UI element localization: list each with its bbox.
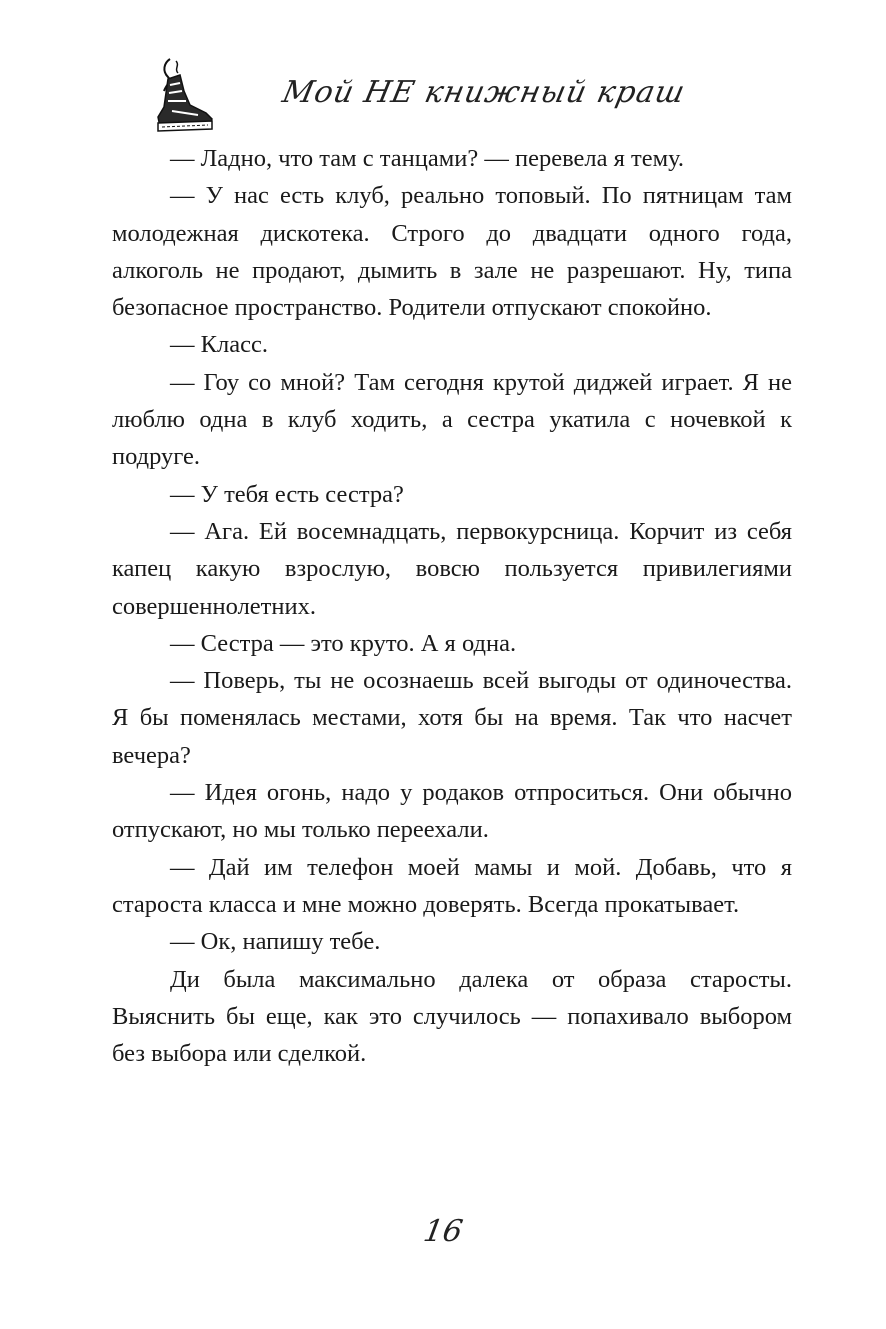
paragraph: — Гоу со мной? Там сегодня крутой диджей играет. Я не люблю одна в клуб ходить, а сестра укатила с ночевкой к подруге.: [112, 368, 792, 471]
paragraph: — Дай им телефон моей мамы и мой. Добавь, что я староста класса и мне можно доверять. Всегда прокатывает.: [112, 853, 792, 918]
paragraph: Ди была максимально далека от образа старосты. Выяснить бы еще, как это случилось — попахивало выбором без выбора или сделкой.: [112, 965, 792, 1068]
paragraph: — Ок, напишу тебе.: [170, 928, 381, 956]
page-number: 16: [420, 1214, 466, 1249]
paragraph: — Ладно, что там с танцами? — перевела я тему.: [170, 145, 685, 172]
paragraph: — У тебя есть сестра?: [170, 480, 404, 508]
paragraph: — Идея огонь, надо у родаков отпроситься. Они обычно отпускают, но мы только переехали.: [112, 779, 792, 844]
paragraph: — Поверь, ты не осознаешь всей выгоды от одиночества. Я бы поменялась местами, хотя бы на время. Так что насчет вечера?: [112, 667, 792, 769]
paragraph: — Ага. Ей восемнадцать, первокурсница. Корчит из себя капец какую взрослую, вовсю пользуется привилегиями совершеннолетних.: [112, 517, 792, 620]
body-text: [112, 140, 792, 1072]
paragraph: — У нас есть клуб, реально топовый. По пятницам там молодежная дискотека. Строго до двадцати одного года, алкоголь не продают, дымить в зале не разрешают. Ну, типа безопасное пространство. Родители отпускают спокойно.: [112, 182, 792, 322]
running-title: Мой НЕ книжный краш: [279, 75, 689, 110]
page-header: [150, 55, 689, 135]
paragraph: — Сестра — это круто. А я одна.: [170, 629, 517, 657]
sneaker-icon: [150, 55, 218, 135]
paragraph: — Класс.: [170, 331, 268, 359]
